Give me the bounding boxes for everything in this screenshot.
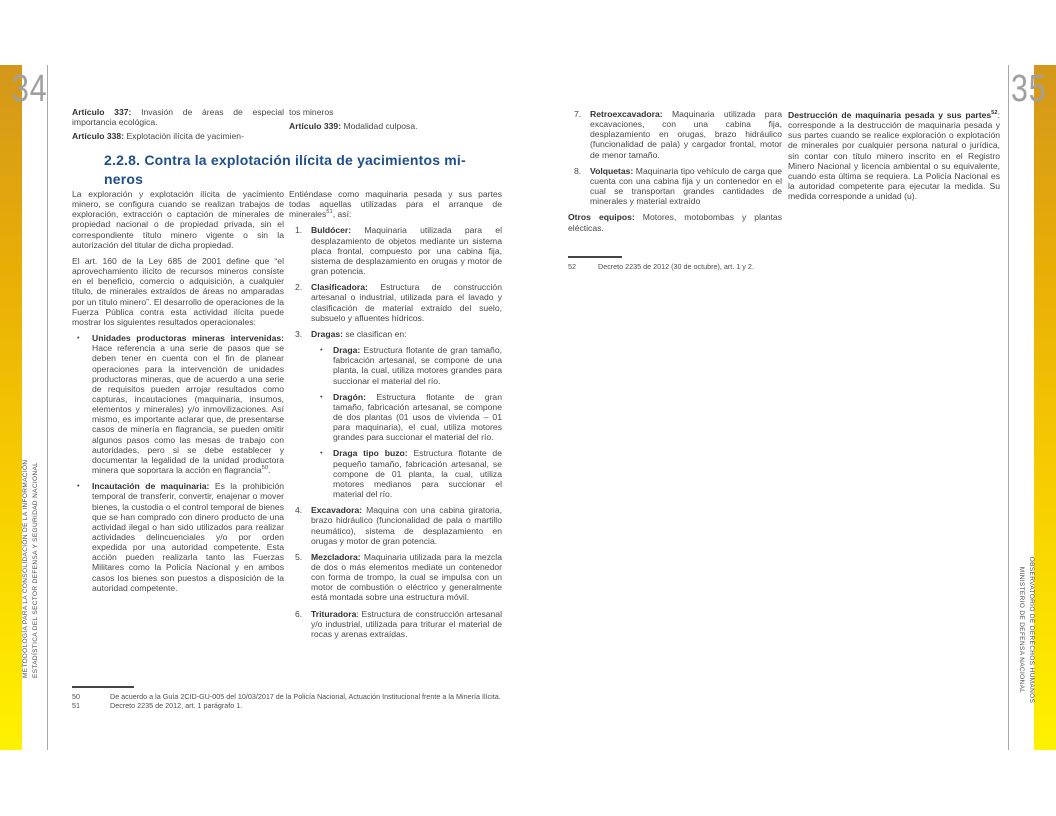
left-spine-text <box>21 459 40 678</box>
list-item: • Unidades productoras mineras intervenidas: Hace referencia a una serie de pasos que se deben tener en cuenta con el fin de planear operaciones para la intervención de unidades productoras mineras, que de acuerdo a una serie de requisitos pueden arrojar resultados como capturas, incautaciones (maquinaria, insumos, elementos y minerales) y/o inmovilizaciones. Así mismo, es importante aclarar que, de presentarse casos de minería en flagrancia, se pueden omitir algunos pasos como las mesas de trabajo con autoridades, pero si se debe establecer y documentar la legalidad de la unidad productora minera que soportara la acción en flagrancia$^{50}$. <box>72 333 284 475</box>
section-heading: 2.2.8. Contra la explotación ilícita de yacimientos mi- neros <box>104 152 466 187</box>
left-accent-bar <box>0 65 22 750</box>
otros-equipos-paragraph: Otros equipos: Motores, motobombas y plantas elécticas. <box>568 212 782 233</box>
machinery-numbered-list <box>289 225 502 639</box>
list-item: 8. Volquetas: Maquinaria tipo vehículo de carga que cuenta con una cabina fija y un contenedor en el cual se transportan grandes cantidades de minerales y material extraído <box>574 165 782 207</box>
footnote-50: 50 De acuerdo a la Guía 2CID-GU-005 del 10/03/2017 de la Policía Nacional, Actuación Institucional frente a la Minería Ilícita. <box>72 692 501 701</box>
list-item: 3. Dragas: se clasifican en: • Draga: Estructura flotante de gran tamaño, fabricación artesanal, se compone de una planta, la cual, utiliza motores grandes para succionar el material del río. • Dragón: Estructura flotante de gran tamaño, fabricación artesanal, se compone de dos plantas (01 usos de vivienda – 01 para maquinaria), el cual, utiliza motores grandes para succionar el material del río. • Draga tipo buzo: Estructura flotante de pequeño tamaño, fabricación artesanal, se compone de 01 planta, la cual, utiliza motores medianos para succionar el material del río. <box>289 329 502 499</box>
spine-line: OBSERVATORIO DE DERECHOS HUMANOS <box>1028 556 1035 704</box>
page-number-left: 34 <box>12 68 48 110</box>
paragraph: La exploración y explotación ilícita de yacimiento minero, se configura cuando se realizan trabajos de exploración, extracción o captación de minerales de propiedad nacional o de propiedad privada, sin el correspondiente título minero vigente o sin la autorización del titular de dicha propiedad. <box>72 189 284 250</box>
column-3 <box>568 109 782 239</box>
column-4 <box>788 110 1000 207</box>
list-item: • Incautación de maquinaria: Es la prohibición temporal de transferir, convertir, enajenar o mover bienes, la custodia o el control temporal de bienes que se han comprado con dinero producto de una actividad ilegal o han sido utilizados para realizar actividades delincuenciales y/o por orden expedida por una autoridad competente. Esta acción pueden realizarla tanto las Fuerzas Militares como la Policía Nacional y en ambos casos los bienes son puestos a disposición de la autoridad competente. <box>72 481 284 593</box>
spine-line: METODOLOGÍA PARA LA CONSOLIDACIÓN DE LA INFORMACIÓN <box>22 459 29 678</box>
list-item: • Dragón: Estructura flotante de gran tamaño, fabricación artesanal, se compone de dos plantas (01 usos de vivienda – 01 para maquinaria), el cual, utiliza motores grandes para succionar el material del río. <box>311 392 502 443</box>
article-338: Artículo 338: Explotación ilícita de yacimien- <box>72 130 244 141</box>
footnote-ref-52: 52 <box>991 110 998 117</box>
spine-line: MINISTERIO DE DEFENSA NACIONAL <box>1018 566 1026 694</box>
page-number-right: 35 <box>1011 68 1047 110</box>
destruccion-paragraph: Destrucción de maquinaria pesada y sus partes$^{52}$: corresponde a la destrucción de maquinaria pesada y sus partes cuando se realice exploración o explotación de minerales por cualquier persona natural o jurídica, sin contar con título minero inscrito en el Registro Minero Nacional y licencia ambiental o su equivalente, cuando esta última se requiera. La Policía Nacional es la autoridad competente para ejecutar la medida. Su medida corresponde a unidad (u). <box>788 110 1000 202</box>
article-339: Artículo 339: Modalidad culposa. <box>289 120 418 131</box>
list-item: 4. Excavadora: Maquina con una cabina giratoria, brazo hidráulico (funcionalidad de pala o martillo neumático), sistema de desplazamiento en orugas y motor de gran potencia. <box>295 505 502 546</box>
list-item: 6. Trituradora: Estructura de construcción artesanal y/o industrial, utilizada para triturar el material de rocas y arenas extraídas. <box>295 608 502 639</box>
footnote-51: 51 Decreto 2235 de 2012, art. 1 parágrafo 1. <box>72 701 243 711</box>
right-divider-line <box>1008 65 1009 750</box>
list-item: 1. Buldócer: Maquinaria utilizada para el desplazamiento de objetos mediante un sistema placa frontal, compuesto por una cabina fija, sistema de desplazamiento en orugas y motor de gran potencia. <box>295 225 502 277</box>
list-item: • Draga: Estructura flotante de gran tamaño, fabricación artesanal, se compone de una planta, la cual, utiliza motores grandes para succionar el material del río. <box>311 345 502 386</box>
left-divider-line <box>47 65 48 750</box>
footnote-ref-51: 51 <box>326 209 333 216</box>
article-338-continued: tos mineros <box>289 107 334 117</box>
articles-column-2 <box>289 107 502 134</box>
articles-column-1 <box>72 107 284 145</box>
right-accent-bar <box>1034 65 1056 750</box>
column-2 <box>289 189 502 645</box>
column-1 <box>72 189 284 599</box>
footnotes-page34 <box>72 692 519 710</box>
footnote-rule-page35 <box>568 256 622 258</box>
article-337: Artículo 337: Invasión de áreas de especial importancia ecológica. <box>72 107 285 128</box>
list-item: 7. Retroexcavadora: Maquinaria utilizada para excavaciones, con una cabina fija, desplazamiento en orugas, brazo hidráulico (funcionalidad de pala) y cargador frontal, motor de menor tamaño. <box>574 109 782 160</box>
results-bullet-list <box>72 333 284 593</box>
footnote-ref-50: 50 <box>261 465 269 472</box>
footnotes-page35 <box>568 262 788 271</box>
list-item: • Draga tipo buzo: Estructura flotante de pequeño tamaño, fabricación artesanal, se compone de 01 planta, la cual, utiliza motores medianos para succionar el material del río. <box>311 448 502 499</box>
paragraph: El art. 160 de la Ley 685 de 2001 define que “el aprovechamiento ilícito de recursos mineros consiste en el beneficio, comercio o adquisición, a cualquier título, de minerales extraídos de áreas no amparadas por un título minero”. El desarrollo de operaciones de la Fuerza Pública contra esta actividad ilícita puede mostrar los siguientes resultados operacionales: <box>72 255 284 327</box>
list-item: 2. Clasificadora: Estructura de construcción artesanal o industrial, utilizada para el lavado y clasificación de material extraído del suelo, subsuelo y afluentes hídricos. <box>295 282 502 323</box>
draga-types-list <box>311 345 502 499</box>
spine-line: ESTADÍSTICA DEL SECTOR DEFENSA Y SEGURIDAD NACIONAL <box>31 461 39 678</box>
right-spine-text <box>1017 545 1036 715</box>
footnote-52: 52 Decreto 2235 de 2012 (30 de octubre), art. 1 y 2. <box>568 262 754 271</box>
paragraph: Entiéndase como maquinaria pesada y sus partes todas aquellas utilizadas para el arranque de minerales$^{51}$, así: <box>289 189 502 220</box>
machinery-numbered-list-continued <box>568 109 782 206</box>
footnote-rule-page34 <box>72 686 134 688</box>
list-item: 5. Mezcladora: Maquinaria utilizada para la mezcla de dos o más elementos mediate un contenedor con forma de trompo, la cual se impulsa con un motor de combustión o eléctrico y generalmente está montada sobre una estructura móvil. <box>295 551 502 603</box>
